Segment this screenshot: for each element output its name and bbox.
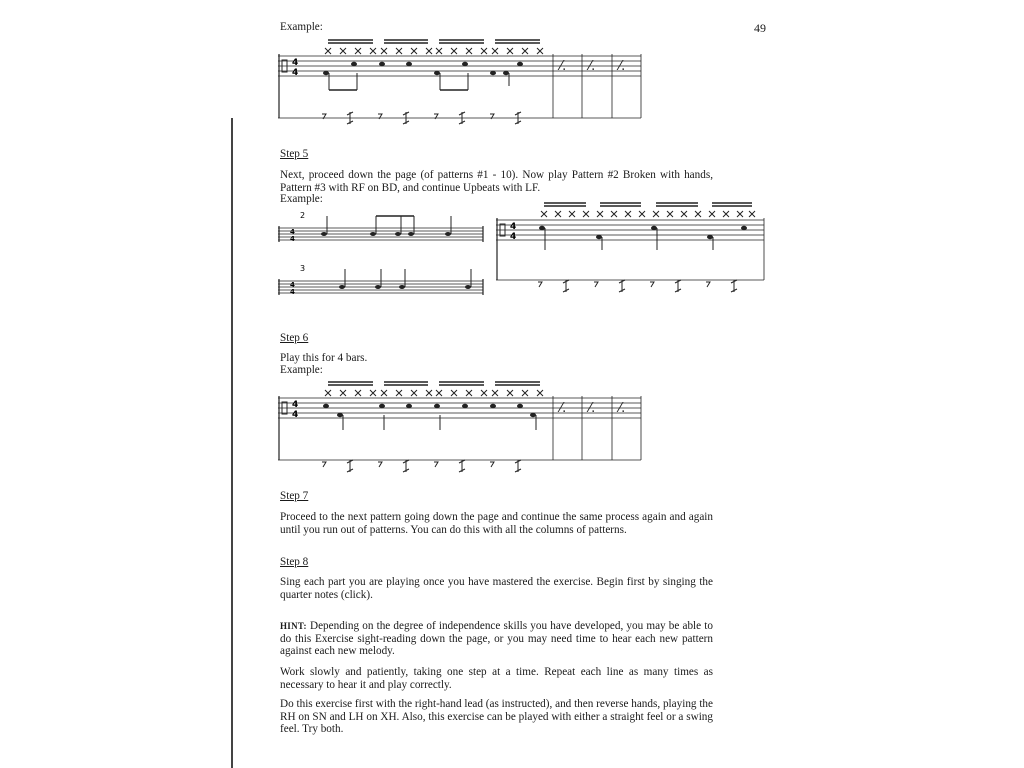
time-signature-bottom: 4 (292, 68, 299, 78)
staff-lines (278, 56, 641, 76)
step5-text: Next, proceed down the page (of patterns #1 - 10). Now play Pattern #2 Broken with hands, Pattern #3 with RF on BD, and continue Upbeats with LF. (280, 169, 713, 194)
svg-text:4: 4 (510, 222, 517, 232)
step8-heading: Step 8 (280, 556, 309, 568)
reverse-hands-paragraph: Do this exercise first with the right-hand lead (as instructed), and then reverse hands, playing the RH on SN and LH on XH. Also, this exercise can be played with either a straight feel or a swing feel. Try both. (280, 698, 713, 735)
svg-text:4: 4 (510, 232, 517, 242)
step5-heading: Step 5 (280, 148, 309, 160)
notation-pattern-2 (278, 210, 485, 246)
page-number: 49 (754, 21, 766, 35)
repeat-sign: ⁄. (560, 401, 567, 416)
work-slowly-paragraph: Work slowly and patiently, taking one step at a time. Repeat each line as many times as necessary to hear it and play correctly. (280, 666, 713, 691)
step6-heading: Step 6 (280, 332, 309, 344)
repeat-sign: ⁄. (619, 59, 626, 74)
page-binding-edge (231, 118, 233, 768)
step5-example-label: Example: (280, 193, 323, 205)
time-signature-top: 4 (292, 58, 299, 68)
hihat-beams (328, 40, 540, 43)
hint-text: Depending on the degree of independence skills you have developed, you may be able to do this Exercise sight-reading down the page, or you may need time to hear each new pattern against each new melody. (280, 620, 713, 657)
step6-example-label: Example: (280, 364, 323, 376)
notation-system-2 (496, 200, 766, 300)
step6-text: Play this for 4 bars. (280, 352, 368, 364)
step7-heading: Step 7 (280, 490, 309, 502)
notation-system-1 (278, 38, 643, 138)
example-label-1: Example: (280, 21, 323, 33)
snare-and-bass-notes (323, 62, 523, 75)
notation-system-3 (278, 378, 643, 478)
hint-label: HINT: (280, 621, 307, 631)
svg-text:4: 4 (290, 235, 295, 243)
step7-text: Proceed to the next pattern going down the page and continue the same process again and again until you run out of patterns. You can do this with all the columns of patterns. (280, 511, 713, 536)
repeat-sign: ⁄. (619, 401, 626, 416)
svg-text:4: 4 (292, 410, 299, 420)
svg-text:4: 4 (292, 400, 299, 410)
repeat-sign: ⁄. (589, 401, 596, 416)
svg-text:4: 4 (290, 281, 295, 289)
step8-text: Sing each part you are playing once you have mastered the exercise. Begin first by singing the quarter notes (click). (280, 576, 713, 601)
repeat-sign: ⁄. (560, 59, 567, 74)
repeat-sign: ⁄. (589, 59, 596, 74)
pattern-3-label: 3 (300, 264, 306, 273)
hihat-notes (325, 48, 543, 54)
svg-text:4: 4 (290, 288, 295, 296)
hint-paragraph (280, 620, 713, 658)
pattern-2-label: 2 (300, 211, 306, 220)
notation-pattern-3 (278, 263, 485, 299)
svg-text:4: 4 (290, 228, 295, 236)
